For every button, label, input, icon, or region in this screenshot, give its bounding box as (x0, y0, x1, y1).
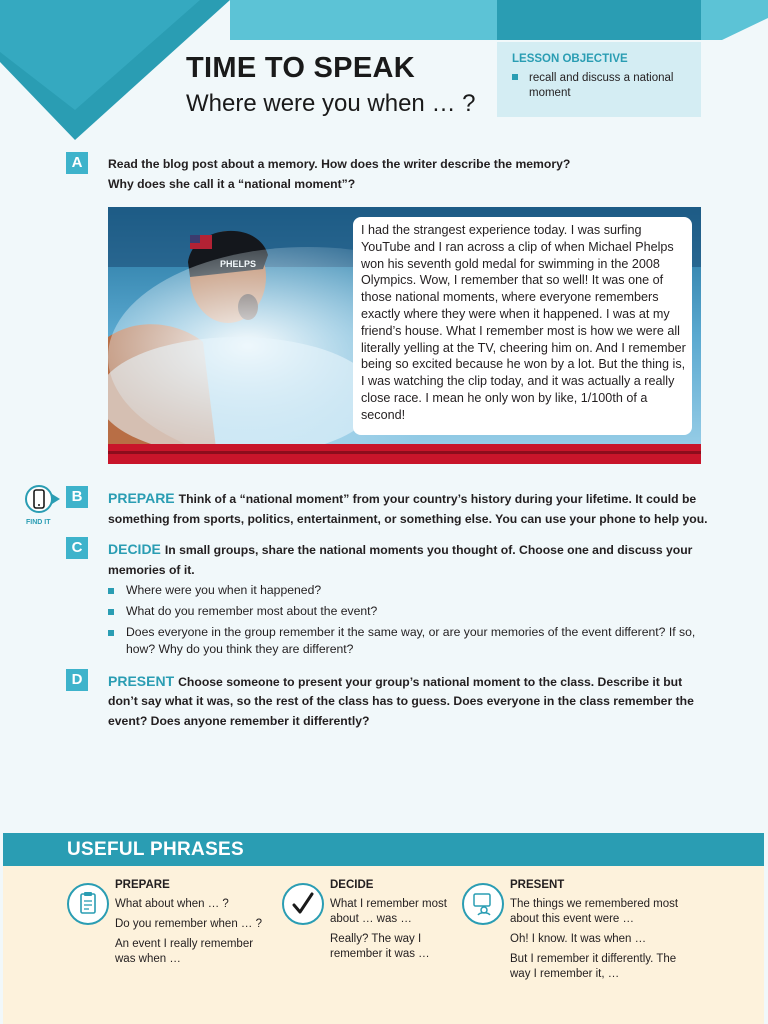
page-title: TIME TO SPEAK (186, 52, 415, 84)
section-a-badge: A (66, 152, 88, 174)
section-c-badge: C (66, 537, 88, 559)
list-item: Does everyone in the group remember it the same way, or are your memories of the event different? If so, how? Why do you think they are different? (108, 624, 703, 658)
present-phrase: But I remember it differently. The (510, 953, 677, 965)
blog-post-text: I had the strangest experience today. I was surfing YouTube and I ran across a clip of when Michael Phelps won his seventh gold medal for swimming in the 2008 Olympics. Wow, I remember that so well! It was one of those national moments, where everyone remembers exactly where they were when it happened. I was at my friend’s house. What I remember most is how we were all literally yelling at the TV, cheering him on. And I remember being so excited because he won by a lot. But the thing is, I was watching the clip today, and it was actually a really close race. I mean he only won by like, 1/100th of a second! (361, 223, 686, 422)
section-a-instruction-line2: Why does she call it a “national moment”? (108, 177, 356, 191)
prepare-phrase: was when … (115, 953, 181, 965)
decide-phrase: Really? The way I (330, 933, 422, 945)
present-phrase: The things we remembered most (510, 898, 679, 910)
present-phrases-heading: PRESENT (510, 879, 565, 891)
useful-phrases-panel (3, 866, 764, 1024)
section-d-text-1: Choose someone to present your group’s national moment to the class. Describe it but (178, 675, 683, 689)
section-d-instruction-line2: don’t say what it was, so the rest of the class has to guess. Does everyone in the class remember the (108, 694, 694, 708)
objective-heading: LESSON OBJECTIVE (512, 53, 628, 65)
bullet-square-icon (108, 609, 114, 615)
presenter-icon (462, 883, 504, 925)
section-b-badge: B (66, 486, 88, 508)
prepare-phrase: Do you remember when … ? (115, 918, 263, 930)
objective-text: recall and discuss a national moment (529, 72, 674, 99)
present-phrase: Oh! I know. It was when … (510, 933, 647, 945)
decide-keyword: DECIDE (108, 541, 161, 557)
blog-post-card (353, 217, 692, 435)
page-subtitle: Where were you when … ? (186, 90, 476, 117)
prepare-phrases-heading: PREPARE (115, 879, 170, 891)
section-c-instruction-line2: memories of it. (108, 563, 195, 577)
clipboard-icon (67, 883, 109, 925)
prepare-phrase: An event I really remember (115, 938, 254, 950)
bullet-square-icon (108, 588, 114, 594)
decide-phrase: What I remember most (330, 898, 447, 910)
bullet-square-icon (512, 74, 518, 80)
present-phrase: way I remember it, … (510, 968, 620, 980)
decide-phrase: about … was … (330, 913, 412, 925)
prepare-phrase: What about when … ? (115, 898, 229, 910)
checkmark-icon (282, 883, 324, 925)
useful-phrases-header (3, 833, 764, 866)
decide-phrases-heading: DECIDE (330, 879, 374, 891)
lesson-objective-box (497, 42, 701, 117)
present-phrase: about this event were … (510, 913, 635, 925)
useful-phrases-title: USEFUL PHRASES (67, 839, 244, 860)
prepare-keyword: PREPARE (108, 490, 175, 506)
section-b-instruction-line1 (108, 488, 696, 509)
section-c-bullet-list (108, 582, 703, 662)
list-item: Where were you when it happened? (108, 582, 703, 599)
section-d-badge: D (66, 669, 88, 691)
bullet-square-icon (108, 630, 114, 636)
find-it-phone-icon (24, 484, 60, 530)
list-item: What do you remember most about the event? (108, 603, 703, 620)
section-b-text-1: Think of a “national moment” from your country’s history during your lifetime. It could be (178, 492, 697, 506)
find-it-label: FIND IT (26, 519, 51, 526)
decide-phrase: remember it was … (330, 948, 430, 960)
section-b-instruction-line2: something from sports, politics, entertainment, or something else. You can use your phone to help you. (108, 512, 708, 526)
section-d-instruction-line3: event? Does anyone remember it differently? (108, 714, 370, 728)
section-c-text-1: In small groups, share the national moments you thought of. Choose one and discuss your (164, 543, 693, 557)
present-keyword: PRESENT (108, 673, 175, 689)
section-c-instruction-line1 (108, 539, 692, 560)
section-a-instruction-line1: Read the blog post about a memory. How does the writer describe the memory? (108, 157, 571, 171)
section-d-instruction-line1 (108, 671, 682, 692)
